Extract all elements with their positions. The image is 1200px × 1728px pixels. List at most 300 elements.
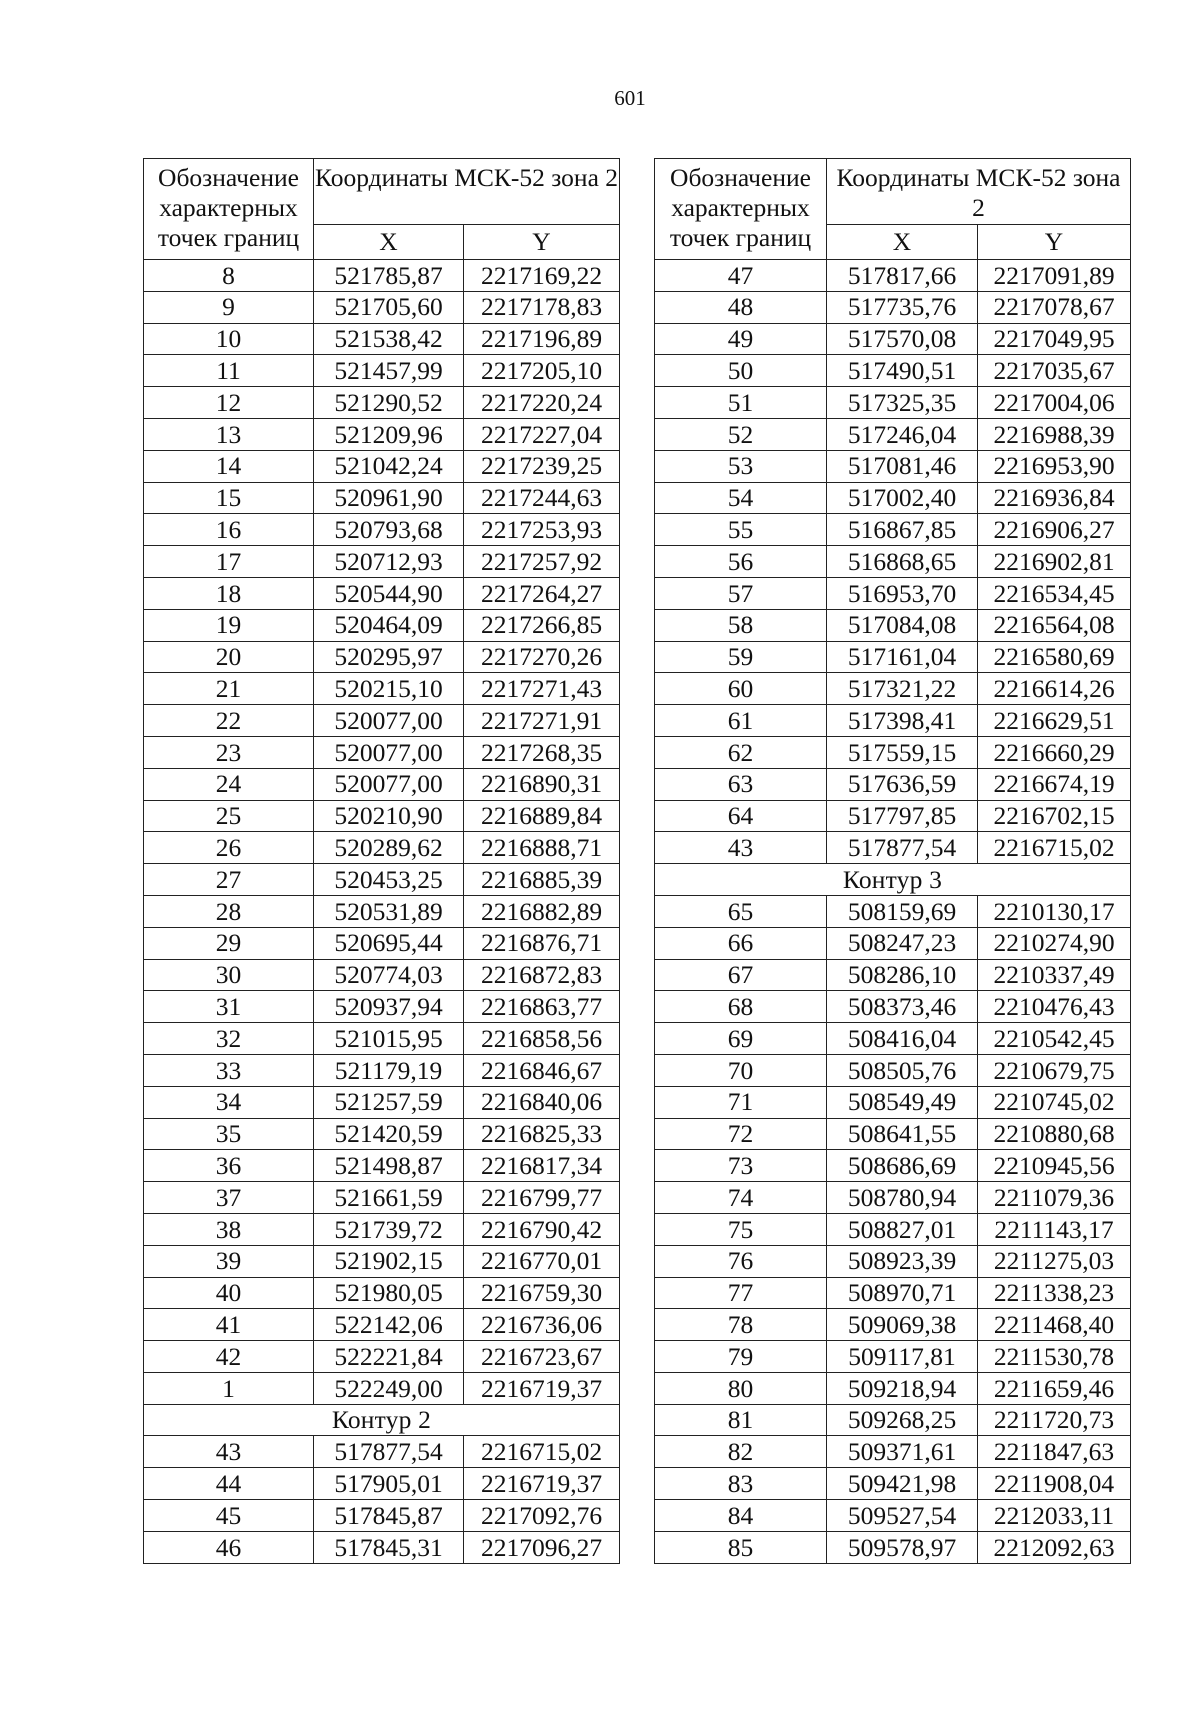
x-coordinate-cell: 517325,35 — [827, 387, 978, 419]
table-row — [144, 832, 620, 864]
x-coordinate-cell: 521209,96 — [314, 418, 464, 450]
table-row — [655, 1054, 1131, 1086]
table-row — [144, 418, 620, 450]
y-coordinate-cell: 2211143,17 — [978, 1213, 1131, 1245]
x-coordinate-cell: 521785,87 — [314, 260, 464, 292]
x-coordinate-cell: 521042,24 — [314, 450, 464, 482]
y-coordinate-cell: 2216906,27 — [978, 514, 1131, 546]
table-row — [144, 864, 620, 896]
y-coordinate-cell: 2211530,78 — [978, 1341, 1131, 1373]
point-cell: 67 — [655, 959, 827, 991]
y-coordinate-cell: 2217035,67 — [978, 355, 1131, 387]
point-cell: 75 — [655, 1213, 827, 1245]
table-row — [144, 641, 620, 673]
point-cell: 79 — [655, 1341, 827, 1373]
table-row — [144, 1150, 620, 1182]
point-cell: 24 — [144, 768, 314, 800]
y-coordinate-cell: 2210945,56 — [978, 1150, 1131, 1182]
x-coordinate-cell: 520961,90 — [314, 482, 464, 514]
table-row — [144, 1500, 620, 1532]
point-cell: 38 — [144, 1213, 314, 1245]
point-cell: 41 — [144, 1309, 314, 1341]
table-row — [655, 800, 1131, 832]
y-coordinate-cell: 2216534,45 — [978, 577, 1131, 609]
point-cell: 63 — [655, 768, 827, 800]
y-coordinate-cell: 2216660,29 — [978, 736, 1131, 768]
y-coordinate-cell: 2217220,24 — [464, 387, 620, 419]
x-coordinate-cell: 520289,62 — [314, 832, 464, 864]
table-row — [655, 355, 1131, 387]
x-coordinate-cell: 508923,39 — [827, 1245, 978, 1277]
y-coordinate-cell: 2217266,85 — [464, 609, 620, 641]
x-coordinate-cell: 517559,15 — [827, 736, 978, 768]
x-coordinate-cell: 517905,01 — [314, 1468, 464, 1500]
x-coordinate-cell: 508827,01 — [827, 1213, 978, 1245]
y-coordinate-cell: 2211847,63 — [978, 1436, 1131, 1468]
y-coordinate-cell: 2210679,75 — [978, 1054, 1131, 1086]
table-row — [144, 577, 620, 609]
point-cell: 82 — [655, 1436, 827, 1468]
table-row — [655, 1277, 1131, 1309]
x-coordinate-cell: 517877,54 — [314, 1436, 464, 1468]
point-cell: 40 — [144, 1277, 314, 1309]
y-coordinate-cell: 2217244,63 — [464, 482, 620, 514]
point-cell: 55 — [655, 514, 827, 546]
table-row — [144, 673, 620, 705]
x-coordinate-cell: 520531,89 — [314, 895, 464, 927]
table-row — [655, 577, 1131, 609]
point-cell: 29 — [144, 927, 314, 959]
table-row — [655, 895, 1131, 927]
point-cell: 51 — [655, 387, 827, 419]
x-coordinate-cell: 520077,00 — [314, 705, 464, 737]
y-coordinate-cell: 2216715,02 — [464, 1436, 620, 1468]
table-row — [655, 673, 1131, 705]
point-cell: 65 — [655, 895, 827, 927]
x-coordinate-cell: 509069,38 — [827, 1309, 978, 1341]
table-row — [655, 1150, 1131, 1182]
y-coordinate-cell: 2217227,04 — [464, 418, 620, 450]
header-y-label: Y — [464, 224, 620, 259]
y-coordinate-cell: 2216988,39 — [978, 418, 1131, 450]
point-cell: 35 — [144, 1118, 314, 1150]
y-coordinate-cell: 2211908,04 — [978, 1468, 1131, 1500]
point-cell: 64 — [655, 800, 827, 832]
x-coordinate-cell: 517817,66 — [827, 260, 978, 292]
y-coordinate-cell: 2216674,19 — [978, 768, 1131, 800]
table-row — [144, 1118, 620, 1150]
table-row — [144, 895, 620, 927]
point-cell: 46 — [144, 1531, 314, 1563]
y-coordinate-cell: 2217257,92 — [464, 546, 620, 578]
x-coordinate-cell: 517161,04 — [827, 641, 978, 673]
x-coordinate-cell: 509218,94 — [827, 1372, 978, 1404]
table-row — [655, 260, 1131, 292]
table-row — [144, 1277, 620, 1309]
y-coordinate-cell: 2217271,43 — [464, 673, 620, 705]
point-cell: 16 — [144, 514, 314, 546]
x-coordinate-cell: 521661,59 — [314, 1182, 464, 1214]
x-coordinate-cell: 522249,00 — [314, 1372, 464, 1404]
point-cell: 31 — [144, 991, 314, 1023]
y-coordinate-cell: 2217271,91 — [464, 705, 620, 737]
point-cell: 81 — [655, 1404, 827, 1436]
table-row — [144, 1182, 620, 1214]
y-coordinate-cell: 2217270,26 — [464, 641, 620, 673]
y-coordinate-cell: 2216770,01 — [464, 1245, 620, 1277]
y-coordinate-cell: 2210745,02 — [978, 1086, 1131, 1118]
y-coordinate-cell: 2216846,67 — [464, 1054, 620, 1086]
y-coordinate-cell: 2217078,67 — [978, 291, 1131, 323]
point-cell: 36 — [144, 1150, 314, 1182]
table-row — [144, 1309, 620, 1341]
point-cell: 52 — [655, 418, 827, 450]
table-row — [144, 927, 620, 959]
y-coordinate-cell: 2210476,43 — [978, 991, 1131, 1023]
table-row — [655, 418, 1131, 450]
point-cell: 11 — [144, 355, 314, 387]
point-cell: 39 — [144, 1245, 314, 1277]
x-coordinate-cell: 520077,00 — [314, 736, 464, 768]
point-cell: 54 — [655, 482, 827, 514]
table-row — [144, 705, 620, 737]
y-coordinate-cell: 2216902,81 — [978, 546, 1131, 578]
y-coordinate-cell: 2216614,26 — [978, 673, 1131, 705]
x-coordinate-cell: 521538,42 — [314, 323, 464, 355]
y-coordinate-cell: 2217096,27 — [464, 1531, 620, 1563]
x-coordinate-cell: 520695,44 — [314, 927, 464, 959]
y-coordinate-cell: 2216872,83 — [464, 959, 620, 991]
point-cell: 56 — [655, 546, 827, 578]
y-coordinate-cell: 2216736,06 — [464, 1309, 620, 1341]
x-coordinate-cell: 517636,59 — [827, 768, 978, 800]
y-coordinate-cell: 2210880,68 — [978, 1118, 1131, 1150]
x-coordinate-cell: 516867,85 — [827, 514, 978, 546]
y-coordinate-cell: 2217239,25 — [464, 450, 620, 482]
table-row — [655, 705, 1131, 737]
y-coordinate-cell: 2216858,56 — [464, 1023, 620, 1055]
x-coordinate-cell: 508505,76 — [827, 1054, 978, 1086]
point-cell: 32 — [144, 1023, 314, 1055]
point-cell: 80 — [655, 1372, 827, 1404]
y-coordinate-cell: 2217178,83 — [464, 291, 620, 323]
x-coordinate-cell: 521179,19 — [314, 1054, 464, 1086]
point-cell: 60 — [655, 673, 827, 705]
point-cell: 20 — [144, 641, 314, 673]
x-coordinate-cell: 520937,94 — [314, 991, 464, 1023]
point-cell: 13 — [144, 418, 314, 450]
point-cell: 83 — [655, 1468, 827, 1500]
x-coordinate-cell: 520712,93 — [314, 546, 464, 578]
y-coordinate-cell: 2216759,30 — [464, 1277, 620, 1309]
x-coordinate-cell: 517845,87 — [314, 1500, 464, 1532]
point-cell: 28 — [144, 895, 314, 927]
y-coordinate-cell: 2216890,31 — [464, 768, 620, 800]
point-cell: 72 — [655, 1118, 827, 1150]
contour-label: Контур 3 — [655, 864, 1131, 896]
contour-label: Контур 2 — [144, 1404, 620, 1436]
x-coordinate-cell: 517246,04 — [827, 418, 978, 450]
y-coordinate-cell: 2212033,11 — [978, 1500, 1131, 1532]
table-row — [655, 991, 1131, 1023]
y-coordinate-cell: 2217169,22 — [464, 260, 620, 292]
x-coordinate-cell: 508780,94 — [827, 1182, 978, 1214]
table-row — [655, 1309, 1131, 1341]
table-row — [144, 450, 620, 482]
x-coordinate-cell: 508970,71 — [827, 1277, 978, 1309]
point-cell: 61 — [655, 705, 827, 737]
point-cell: 8 — [144, 260, 314, 292]
point-cell: 53 — [655, 450, 827, 482]
x-coordinate-cell: 520077,00 — [314, 768, 464, 800]
point-cell: 34 — [144, 1086, 314, 1118]
y-coordinate-cell: 2217004,06 — [978, 387, 1131, 419]
point-cell: 73 — [655, 1150, 827, 1182]
x-coordinate-cell: 509578,97 — [827, 1531, 978, 1563]
y-coordinate-cell: 2216719,37 — [464, 1468, 620, 1500]
table-row — [144, 1468, 620, 1500]
x-coordinate-cell: 517321,22 — [827, 673, 978, 705]
table-row — [655, 387, 1131, 419]
x-coordinate-cell: 516868,65 — [827, 546, 978, 578]
point-cell: 15 — [144, 482, 314, 514]
point-cell: 68 — [655, 991, 827, 1023]
point-cell: 18 — [144, 577, 314, 609]
x-coordinate-cell: 508286,10 — [827, 959, 978, 991]
y-coordinate-cell: 2211338,23 — [978, 1277, 1131, 1309]
point-cell: 12 — [144, 387, 314, 419]
point-cell: 30 — [144, 959, 314, 991]
table-row — [655, 1404, 1131, 1436]
x-coordinate-cell: 521015,95 — [314, 1023, 464, 1055]
y-coordinate-cell: 2216953,90 — [978, 450, 1131, 482]
table-row — [144, 1213, 620, 1245]
header-point-label: Обозначение характерных точек границ — [144, 159, 314, 260]
table-row — [144, 355, 620, 387]
table-row — [655, 927, 1131, 959]
y-coordinate-cell: 2216564,08 — [978, 609, 1131, 641]
y-coordinate-cell: 2217205,10 — [464, 355, 620, 387]
point-cell: 22 — [144, 705, 314, 737]
x-coordinate-cell: 520453,25 — [314, 864, 464, 896]
table-row — [655, 1086, 1131, 1118]
point-cell: 26 — [144, 832, 314, 864]
header-coords-label: Координаты МСК-52 зона 2 — [314, 159, 620, 225]
y-coordinate-cell: 2216840,06 — [464, 1086, 620, 1118]
table-row — [655, 832, 1131, 864]
point-cell: 48 — [655, 291, 827, 323]
x-coordinate-cell: 508247,23 — [827, 927, 978, 959]
y-coordinate-cell: 2216825,33 — [464, 1118, 620, 1150]
x-coordinate-cell: 517002,40 — [827, 482, 978, 514]
x-coordinate-cell: 521457,99 — [314, 355, 464, 387]
x-coordinate-cell: 520215,10 — [314, 673, 464, 705]
table-row — [144, 1023, 620, 1055]
x-coordinate-cell: 509527,54 — [827, 1500, 978, 1532]
y-coordinate-cell: 2216790,42 — [464, 1213, 620, 1245]
x-coordinate-cell: 509268,25 — [827, 1404, 978, 1436]
point-cell: 66 — [655, 927, 827, 959]
point-cell: 50 — [655, 355, 827, 387]
table-row — [655, 609, 1131, 641]
y-coordinate-cell: 2216723,67 — [464, 1341, 620, 1373]
table-row — [144, 1436, 620, 1468]
point-cell: 25 — [144, 800, 314, 832]
table-row — [144, 1054, 620, 1086]
x-coordinate-cell: 509371,61 — [827, 1436, 978, 1468]
point-cell: 1 — [144, 1372, 314, 1404]
table-row — [655, 1118, 1131, 1150]
y-coordinate-cell: 2216719,37 — [464, 1372, 620, 1404]
table-row — [655, 959, 1131, 991]
point-cell: 69 — [655, 1023, 827, 1055]
point-cell: 49 — [655, 323, 827, 355]
x-coordinate-cell: 517398,41 — [827, 705, 978, 737]
table-row — [144, 609, 620, 641]
x-coordinate-cell: 522142,06 — [314, 1309, 464, 1341]
point-cell: 70 — [655, 1054, 827, 1086]
point-cell: 37 — [144, 1182, 314, 1214]
point-cell: 9 — [144, 291, 314, 323]
table-row — [144, 482, 620, 514]
point-cell: 62 — [655, 736, 827, 768]
y-coordinate-cell: 2216863,77 — [464, 991, 620, 1023]
table-row — [655, 1531, 1131, 1563]
table-row — [144, 514, 620, 546]
page-number: 601 — [614, 86, 646, 110]
x-coordinate-cell: 517845,31 — [314, 1531, 464, 1563]
table-row — [144, 800, 620, 832]
y-coordinate-cell: 2217092,76 — [464, 1500, 620, 1532]
header-y-label: Y — [978, 224, 1131, 259]
header-coords-label: Координаты МСК-52 зона 2 — [827, 159, 1131, 225]
table-row — [655, 736, 1131, 768]
point-cell: 47 — [655, 260, 827, 292]
table-row — [144, 546, 620, 578]
y-coordinate-cell: 2217268,35 — [464, 736, 620, 768]
table-row — [144, 323, 620, 355]
coordinates-table-left — [143, 158, 620, 1564]
y-coordinate-cell: 2216817,34 — [464, 1150, 620, 1182]
x-coordinate-cell: 521498,87 — [314, 1150, 464, 1182]
table-row — [144, 991, 620, 1023]
y-coordinate-cell: 2216882,89 — [464, 895, 620, 927]
y-coordinate-cell: 2216702,15 — [978, 800, 1131, 832]
table-row — [655, 1436, 1131, 1468]
table-row — [144, 768, 620, 800]
x-coordinate-cell: 520774,03 — [314, 959, 464, 991]
y-coordinate-cell: 2211659,46 — [978, 1372, 1131, 1404]
point-cell: 84 — [655, 1500, 827, 1532]
x-coordinate-cell: 517084,08 — [827, 609, 978, 641]
x-coordinate-cell: 508159,69 — [827, 895, 978, 927]
point-cell: 44 — [144, 1468, 314, 1500]
y-coordinate-cell: 2216799,77 — [464, 1182, 620, 1214]
point-cell: 21 — [144, 673, 314, 705]
point-cell: 19 — [144, 609, 314, 641]
point-cell: 78 — [655, 1309, 827, 1341]
table-row — [655, 450, 1131, 482]
point-cell: 27 — [144, 864, 314, 896]
y-coordinate-cell: 2216876,71 — [464, 927, 620, 959]
x-coordinate-cell: 520544,90 — [314, 577, 464, 609]
table-row — [655, 323, 1131, 355]
x-coordinate-cell: 508373,46 — [827, 991, 978, 1023]
y-coordinate-cell: 2216888,71 — [464, 832, 620, 864]
table-row — [655, 482, 1131, 514]
x-coordinate-cell: 508549,49 — [827, 1086, 978, 1118]
table-row — [655, 1213, 1131, 1245]
point-cell: 33 — [144, 1054, 314, 1086]
x-coordinate-cell: 521257,59 — [314, 1086, 464, 1118]
point-cell: 74 — [655, 1182, 827, 1214]
y-coordinate-cell: 2210337,49 — [978, 959, 1131, 991]
y-coordinate-cell: 2210542,45 — [978, 1023, 1131, 1055]
header-x-label: X — [827, 224, 978, 259]
point-cell: 43 — [655, 832, 827, 864]
point-cell: 71 — [655, 1086, 827, 1118]
point-cell: 14 — [144, 450, 314, 482]
coordinates-table-right — [654, 158, 1131, 1564]
point-cell: 23 — [144, 736, 314, 768]
table-row — [655, 1023, 1131, 1055]
x-coordinate-cell: 509117,81 — [827, 1341, 978, 1373]
x-coordinate-cell: 508641,55 — [827, 1118, 978, 1150]
y-coordinate-cell: 2217264,27 — [464, 577, 620, 609]
y-coordinate-cell: 2216629,51 — [978, 705, 1131, 737]
x-coordinate-cell: 521902,15 — [314, 1245, 464, 1277]
point-cell: 77 — [655, 1277, 827, 1309]
table-row — [655, 1182, 1131, 1214]
y-coordinate-cell: 2217091,89 — [978, 260, 1131, 292]
x-coordinate-cell: 520793,68 — [314, 514, 464, 546]
x-coordinate-cell: 517490,51 — [827, 355, 978, 387]
table-row — [144, 959, 620, 991]
y-coordinate-cell: 2216715,02 — [978, 832, 1131, 864]
y-coordinate-cell: 2211079,36 — [978, 1182, 1131, 1214]
y-coordinate-cell: 2210130,17 — [978, 895, 1131, 927]
x-coordinate-cell: 517081,46 — [827, 450, 978, 482]
header-x-label: X — [314, 224, 464, 259]
x-coordinate-cell: 520464,09 — [314, 609, 464, 641]
x-coordinate-cell: 521290,52 — [314, 387, 464, 419]
table-row — [144, 1372, 620, 1404]
table-row — [655, 1341, 1131, 1373]
table-row — [144, 1086, 620, 1118]
x-coordinate-cell: 517797,85 — [827, 800, 978, 832]
x-coordinate-cell: 509421,98 — [827, 1468, 978, 1500]
x-coordinate-cell: 521739,72 — [314, 1213, 464, 1245]
table-row — [144, 260, 620, 292]
x-coordinate-cell: 517877,54 — [827, 832, 978, 864]
table-row — [144, 736, 620, 768]
point-cell: 43 — [144, 1436, 314, 1468]
contour-row — [655, 864, 1131, 896]
point-cell: 17 — [144, 546, 314, 578]
x-coordinate-cell: 522221,84 — [314, 1341, 464, 1373]
y-coordinate-cell: 2211720,73 — [978, 1404, 1131, 1436]
contour-row — [144, 1404, 620, 1436]
table-row — [144, 387, 620, 419]
header-point-label: Обозначение характерных точек границ — [655, 159, 827, 260]
table-row — [655, 291, 1131, 323]
point-cell: 42 — [144, 1341, 314, 1373]
table-row — [655, 514, 1131, 546]
table-row — [144, 1341, 620, 1373]
point-cell: 10 — [144, 323, 314, 355]
y-coordinate-cell: 2216580,69 — [978, 641, 1131, 673]
table-row — [655, 641, 1131, 673]
